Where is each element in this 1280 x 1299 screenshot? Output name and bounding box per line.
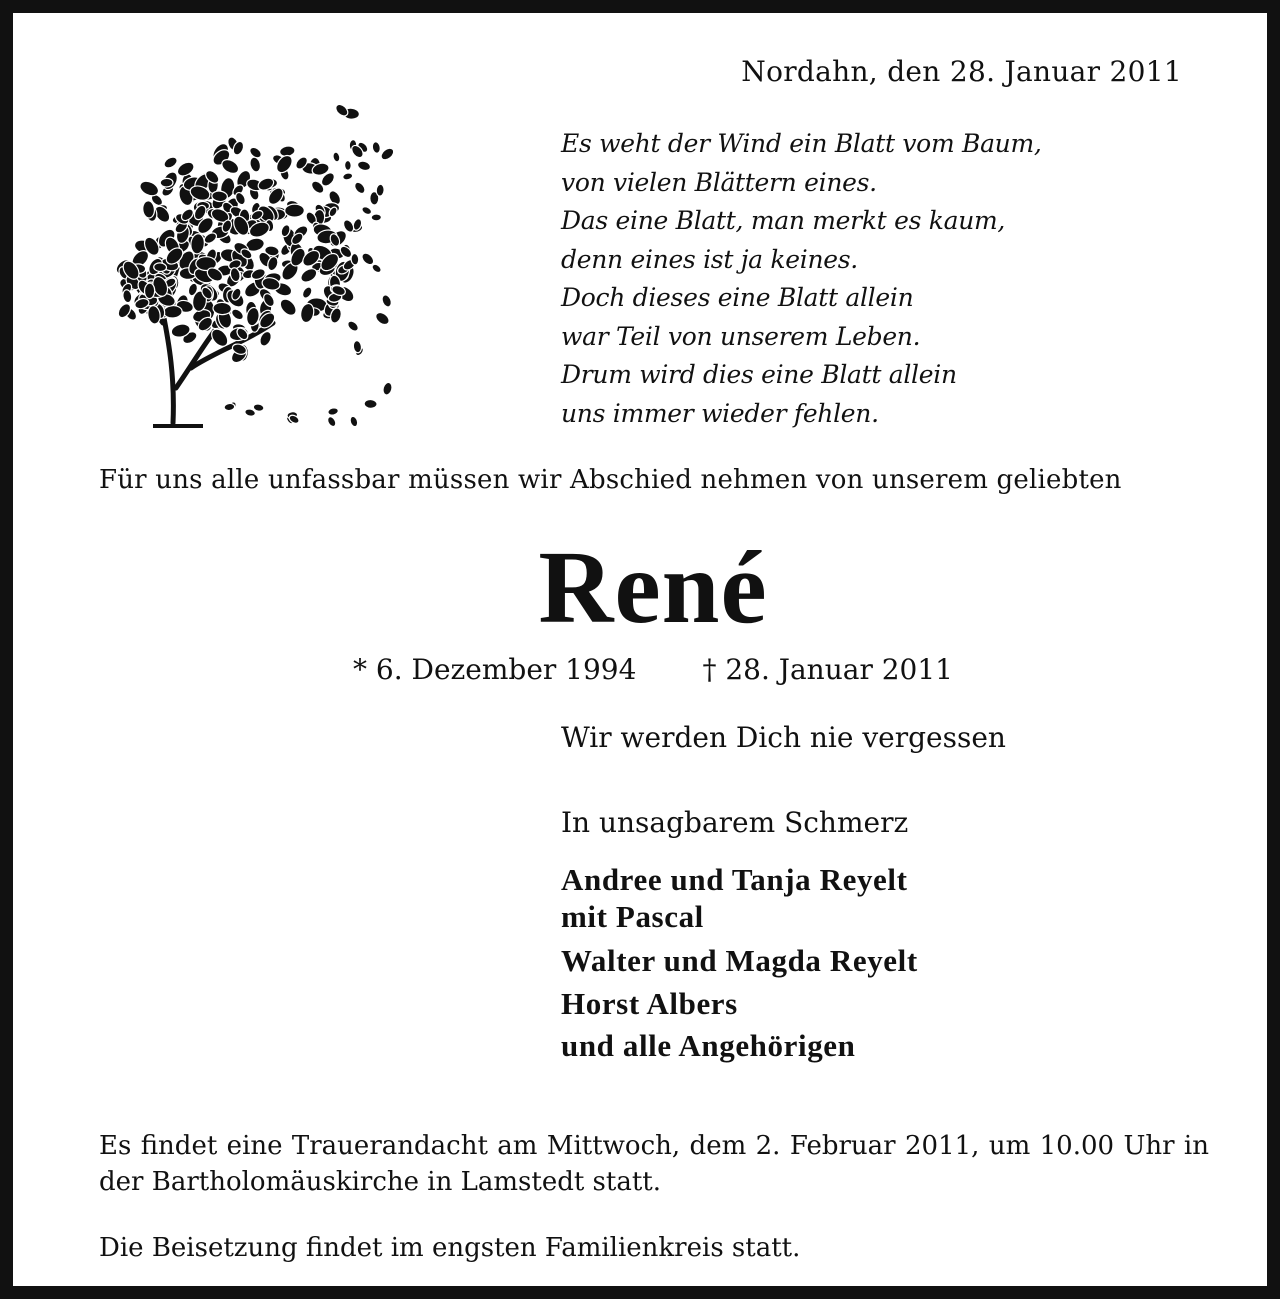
leaf-shape [285, 204, 305, 217]
leaf-shape [248, 145, 263, 160]
birth-date: * 6. Dezember 1994 [352, 653, 637, 686]
place-date: Nordahn, den 28. Januar 2011 [741, 55, 1182, 88]
leaf-shape [353, 180, 367, 195]
leaf-shape [344, 160, 351, 170]
leaf-shape [361, 205, 373, 216]
deceased-name: René [538, 530, 768, 645]
mourning-line: In unsagbarem Schmerz [561, 806, 909, 839]
farewell-line: Wir werden Dich nie vergessen [561, 721, 1006, 754]
leaf-shape [230, 307, 246, 322]
leaf-shape [371, 214, 381, 221]
leaf-shape [248, 156, 262, 173]
poem-line: war Teil von unserem Leben. [561, 321, 921, 351]
leaf-shape [301, 285, 314, 299]
intro-text: Für uns alle unfassbar müssen wir Abschied nehmen von unserem geliebten [99, 465, 1122, 495]
service-info: Es findet eine Trauerandacht am Mittwoch, dem 2. Februar 2011, um 10.00 Uhr in der Bartholomäuskirche in Lamstedt statt. [99, 1131, 1209, 1197]
death-date: † 28. Januar 2011 [702, 653, 953, 686]
mourner-name: Andree und Tanja Reyelt [561, 862, 908, 897]
leaf-shape [342, 172, 353, 181]
poem-line: von vielen Blättern eines. [561, 167, 877, 197]
leaf-shape [364, 399, 378, 409]
leaf-shape [351, 253, 360, 265]
poem-line: Das eine Blatt, man merkt es kaum, [561, 206, 1006, 235]
poem-line: Drum wird dies eine Blatt allein [561, 360, 957, 389]
mourner-name: Horst Albers [561, 986, 738, 1021]
leaf-shape [371, 141, 381, 154]
mourner-name: und alle Angehörigen [561, 1028, 856, 1063]
leaf-shape [376, 184, 385, 196]
leaf-shape [349, 415, 359, 427]
poem-line: denn eines ist ja keines. [561, 244, 858, 274]
burial-info: Die Beisetzung findet im engsten Familienkreis statt. [99, 1233, 801, 1263]
mourners-list [561, 861, 918, 1067]
leaf-shape [332, 151, 341, 162]
leaf-shape [175, 159, 196, 178]
leaf-shape [346, 319, 360, 333]
leaf-shape [162, 155, 179, 170]
leaf-shape [327, 407, 339, 416]
leaf-shape [380, 293, 393, 308]
leaf-shape [326, 415, 337, 428]
leaf-shape [153, 262, 166, 271]
mourner-name: Walter und Magda Reyelt [561, 943, 918, 978]
poem [561, 125, 1042, 433]
mourner-name: mit Pascal [561, 899, 704, 934]
leaf-shape [144, 283, 155, 299]
poem-line: Doch dieses eine Blatt allein [561, 283, 914, 312]
leaf-shape [356, 160, 371, 172]
life-dates [13, 653, 1280, 686]
leaf-shape [352, 340, 362, 353]
leaf-shape [382, 381, 393, 396]
leaf-shape [277, 296, 299, 318]
leaf-shape [379, 146, 393, 162]
leaf-shape [160, 178, 173, 187]
poem-line: Es weht der Wind ein Blatt vom Baum, [561, 129, 1042, 158]
leaf-shape [373, 310, 391, 327]
tree-with-falling-leaves-icon [103, 88, 393, 433]
leaf-shape [213, 302, 232, 315]
poem-line: uns immer wieder fehlen. [561, 398, 879, 428]
